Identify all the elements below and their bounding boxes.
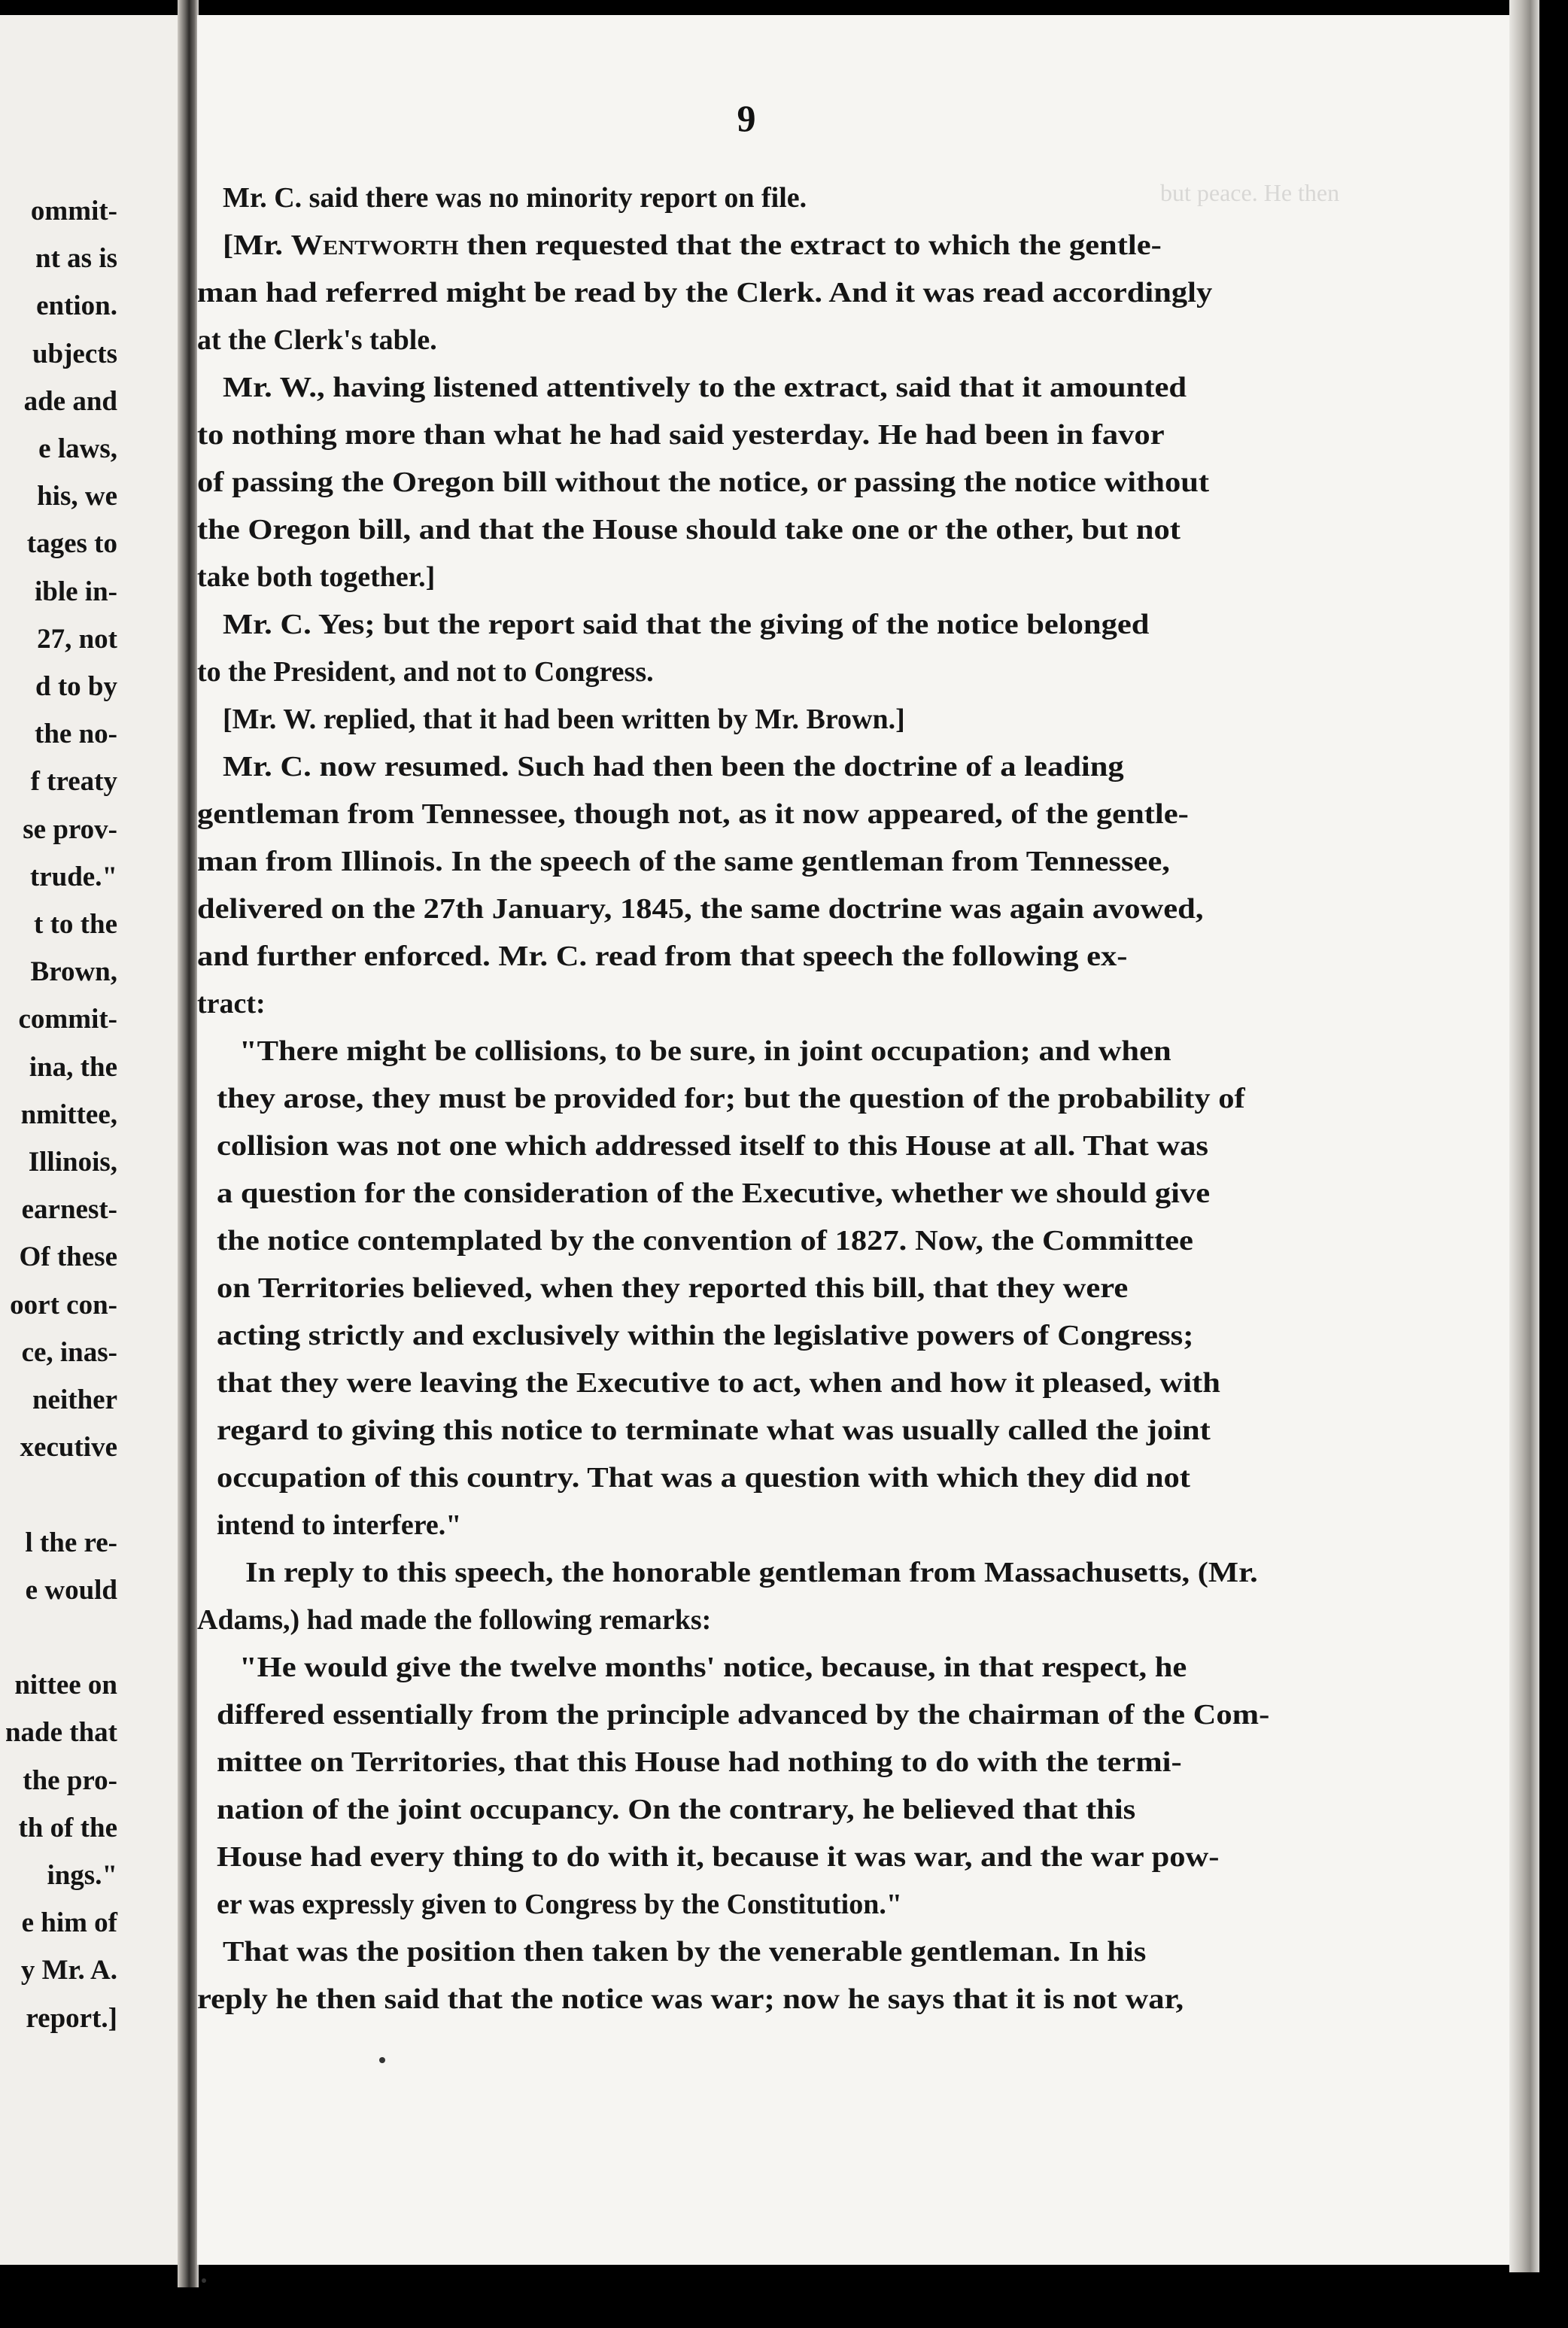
text-line (197, 364, 1356, 412)
text-line (197, 269, 1356, 317)
text-line (197, 933, 1356, 980)
text-run: that they were leaving the Executive to act, when and how it pleased, with (217, 1367, 1220, 1399)
text-line (197, 1834, 1356, 1881)
left-page-fragment: xecutive (20, 1432, 117, 1463)
text-run: er was expressly given to Congress by the Constitution." (217, 1889, 902, 1920)
text-run: gentleman from Tennessee, though not, as it now appeared, of the gentle- (197, 798, 1189, 830)
text-run: differed essentially from the principle advanced by the chairman of the Com- (217, 1699, 1270, 1731)
text-line (197, 1976, 1356, 2023)
text-line (197, 1028, 1356, 1075)
text-run: Mr. W., having listened attentively to the extract, said that it amounted (223, 372, 1187, 403)
text-run: the notice contemplated by the convention of 1827. Now, the Committee (217, 1225, 1193, 1257)
text-run: mittee on Territories, that this House had nothing to do with the termi- (217, 1746, 1182, 1778)
left-page-fragment: nmittee, (20, 1099, 117, 1130)
text-run: on Territories believed, when they reported this bill, that they were (217, 1272, 1129, 1304)
left-page-fragment: his, we (37, 481, 117, 512)
text-line (197, 459, 1356, 506)
left-page-fragment: the pro- (23, 1764, 117, 1796)
text-line (197, 175, 1356, 222)
left-page-fragment: Illinois, (28, 1147, 117, 1178)
text-line (197, 649, 1356, 696)
left-page (0, 15, 187, 2265)
text-run: reply he then said that the notice was war; now he says that it is not war, (197, 1983, 1184, 2015)
left-page-fragment: se prov- (23, 813, 117, 845)
text-run: of passing the Oregon bill without the notice, or passing the notice without (197, 467, 1210, 498)
text-line (197, 1928, 1356, 1976)
text-line (197, 412, 1356, 459)
text-run: regard to giving this notice to terminate what was usually called the joint (217, 1415, 1211, 1446)
text-line (197, 1217, 1356, 1265)
text-run: nation of the joint occupancy. On the contrary, he believed that this (217, 1794, 1136, 1825)
text-line (197, 980, 1356, 1028)
left-page-fragment: ible in- (35, 576, 117, 607)
text-line (197, 1075, 1356, 1123)
text-line (197, 1549, 1356, 1597)
left-page-fragment: ce, inas- (21, 1336, 117, 1368)
ink-speck (202, 2278, 206, 2283)
text-run: That was the position then taken by the venerable gentleman. In his (223, 1936, 1147, 1968)
left-page-fragment: ubjects (32, 338, 117, 369)
text-line (197, 743, 1356, 791)
left-page-fragment: y Mr. A. (20, 1955, 117, 1986)
text-run: a question for the consideration of the Executive, whether we should give (217, 1178, 1211, 1209)
text-line (197, 1170, 1356, 1217)
text-line (197, 506, 1356, 554)
text-run: collision was not one which addressed itself to this House at all. That was (217, 1130, 1208, 1162)
page-number: 9 (737, 97, 756, 139)
left-page-fragment: neither (32, 1384, 117, 1415)
text-line (197, 1265, 1356, 1312)
left-page-fragment: nittee on (14, 1670, 117, 1701)
left-page-fragment: ommit- (30, 196, 117, 226)
text-line (197, 1407, 1356, 1454)
text-line (197, 554, 1356, 601)
left-page-fragment: oort con- (10, 1289, 117, 1321)
left-page-fragment: e would (25, 1574, 117, 1606)
text-line (197, 1739, 1356, 1786)
left-page-fragment: e him of (21, 1907, 117, 1939)
text-run: [Mr. W. replied, that it had been written by Mr. Brown.] (223, 704, 905, 735)
text-line (197, 1360, 1356, 1407)
small-caps-name: Wentworth (290, 229, 459, 261)
left-page-fragment: th of the (18, 1812, 117, 1843)
text-line (197, 1597, 1356, 1644)
text-run: to the President, and not to Congress. (197, 656, 654, 688)
left-page-fragment: commit- (18, 1004, 117, 1035)
text-line (197, 1786, 1356, 1834)
text-run: Adams,) had made the following remarks: (197, 1604, 712, 1636)
text-run: acting strictly and exclusively within the legislative powers of Congress; (217, 1320, 1194, 1351)
left-page-fragment: ina, the (29, 1051, 117, 1083)
text-run: the Oregon bill, and that the House should take one or the other, but not (197, 514, 1181, 546)
left-page-fragment: Brown, (30, 956, 117, 988)
text-line (197, 317, 1356, 364)
bleed-through-text: but peace. He then (1160, 179, 1340, 206)
text-line (197, 791, 1356, 838)
text-run: at the Clerk's table. (197, 324, 437, 356)
left-page-fragment: report.] (26, 2002, 117, 2034)
text-line (197, 1691, 1356, 1739)
left-page-fragment: nt as is (35, 243, 117, 275)
text-line (197, 1123, 1356, 1170)
text-run: they arose, they must be provided for; but the question of the probability of (217, 1083, 1245, 1114)
text-run: intend to interfere." (217, 1509, 462, 1541)
ink-speck (379, 2057, 385, 2063)
text-line (197, 1454, 1356, 1502)
left-page-fragment: f treaty (30, 766, 117, 798)
text-run: House had every thing to do with it, because it was war, and the war pow- (217, 1841, 1220, 1873)
text-line (197, 696, 1356, 743)
text-run: "There might be collisions, to be sure, in joint occupation; and when (239, 1035, 1171, 1067)
text-run: [Mr. (223, 229, 291, 261)
text-run: take both together.] (197, 561, 436, 593)
text-line (197, 601, 1356, 649)
text-line (197, 1881, 1356, 1928)
text-line (197, 1312, 1356, 1360)
text-run: occupation of this country. That was a question with which they did not (217, 1462, 1190, 1494)
text-run: to nothing more than what he had said yesterday. He had been in favor (197, 419, 1165, 451)
left-page-fragment: ade and (23, 385, 117, 417)
text-line (197, 1502, 1356, 1549)
text-line (197, 222, 1356, 269)
text-run: Mr. C. now resumed. Such had then been the doctrine of a leading (223, 751, 1124, 783)
text-run: Mr. C. Yes; but the report said that the giving of the notice belonged (223, 609, 1150, 640)
text-run: man from Illinois. In the speech of the same gentleman from Tennessee, (197, 846, 1170, 877)
left-page-fragment: ings." (47, 1860, 117, 1891)
left-page-fragment: ention. (36, 290, 117, 322)
text-run: and further enforced. Mr. C. read from that speech the following ex- (197, 941, 1128, 972)
left-page-fragment: tages to (26, 528, 117, 560)
text-run: delivered on the 27th January, 1845, the same doctrine was again avowed, (197, 893, 1204, 925)
text-run: Mr. C. said there was no minority report on file. (223, 182, 807, 214)
left-page-fragment: the no- (35, 719, 117, 750)
left-page-fragment: trude." (29, 861, 117, 892)
left-page-fragment: earnest- (21, 1194, 117, 1226)
text-line (197, 886, 1356, 933)
left-page-fragment: t to the (34, 909, 117, 940)
left-page-fragment: e laws, (38, 433, 117, 464)
text-line (197, 838, 1356, 886)
text-run: In reply to this speech, the honorable gentleman from Massachusetts, (Mr. (245, 1557, 1258, 1588)
left-page-fragment: 27, not (37, 623, 117, 655)
book-gutter (178, 0, 199, 2287)
left-page-fragment: nade that (5, 1717, 117, 1749)
left-page-fragment: d to by (35, 671, 117, 702)
left-page-fragment: l the re- (25, 1527, 117, 1558)
text-run: "He would give the twelve months' notice, because, in that respect, he (239, 1652, 1187, 1683)
page-body-text (197, 175, 1356, 2023)
page-edge-shadow (1509, 0, 1539, 2272)
text-line (197, 1644, 1356, 1691)
text-run: then requested that the extract to which the gentle- (458, 229, 1162, 261)
left-page-fragment: Of these (19, 1241, 117, 1273)
text-run: man had referred might be read by the Clerk. And it was read accordingly (197, 277, 1213, 308)
text-run: tract: (197, 988, 266, 1020)
